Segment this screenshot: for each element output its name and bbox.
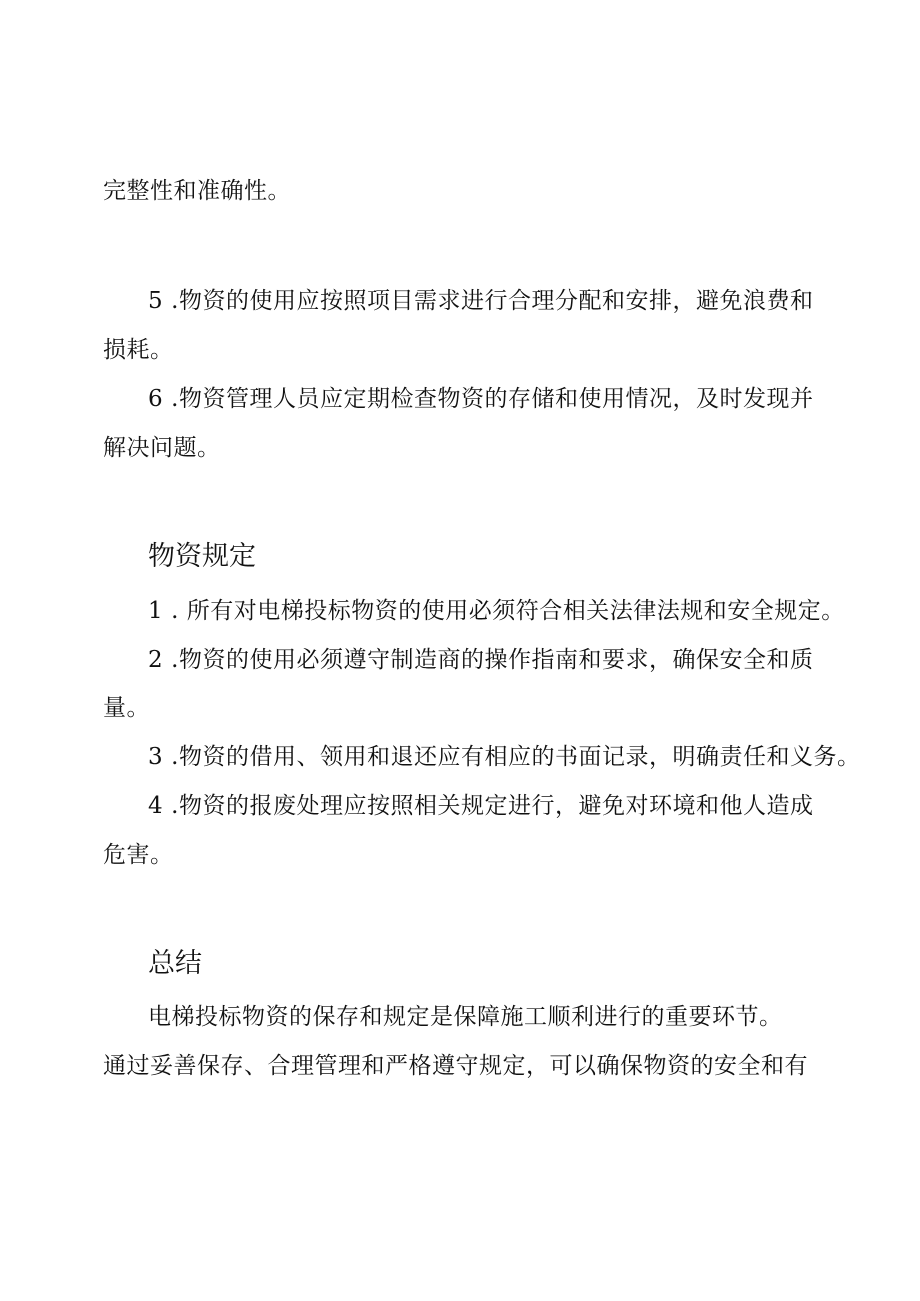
summary-line1: 电梯投标物资的保存和规定是保障施工顺利进行的重要环节。 xyxy=(148,1004,783,1030)
regulation-item-2-line1 xyxy=(148,645,868,675)
item-text: .物资的借用、领用和退还应有相应的书面记录，明确责任和义务。 xyxy=(171,744,861,770)
intro-tail-text: 完整性和准确性。 xyxy=(103,178,291,204)
regulation-item-2-line2: 量。 xyxy=(103,695,150,721)
regulations-heading: 物资规定 xyxy=(148,541,256,572)
item-text: .物资管理人员应定期检查物资的存储和使用情况，及时发现并 xyxy=(171,386,814,412)
item-text: .物资的使用应按照项目需求进行合理分配和安排，避免浪费和 xyxy=(171,288,814,314)
item-number: 2 xyxy=(148,647,164,673)
regulation-item-4-line2: 危害。 xyxy=(103,842,174,868)
storage-item-5-line2: 损耗。 xyxy=(103,337,174,363)
item-text: . 所有对电梯投标物资的使用必须符合相关法律法规和安全规定。 xyxy=(171,598,845,624)
storage-item-6-line1 xyxy=(148,384,868,414)
summary-heading: 总结 xyxy=(148,948,202,979)
item-number: 5 xyxy=(148,288,164,314)
storage-item-5-line1 xyxy=(148,286,868,316)
item-number: 3 xyxy=(148,744,164,770)
item-number: 6 xyxy=(148,386,164,412)
item-text: .物资的使用必须遵守制造商的操作指南和要求，确保安全和质 xyxy=(171,647,814,673)
item-number: 4 xyxy=(148,793,164,819)
summary-line2: 通过妥善保存、合理管理和严格遵守规定，可以确保物资的安全和有 xyxy=(103,1053,808,1079)
item-number: 1 xyxy=(148,598,164,624)
regulation-item-1 xyxy=(148,596,868,626)
storage-item-6-line2: 解决问题。 xyxy=(103,435,221,461)
regulation-item-4-line1 xyxy=(148,791,868,821)
regulation-item-3 xyxy=(148,742,868,772)
item-text: .物资的报废处理应按照相关规定进行，避免对环境和他人造成 xyxy=(171,793,814,819)
